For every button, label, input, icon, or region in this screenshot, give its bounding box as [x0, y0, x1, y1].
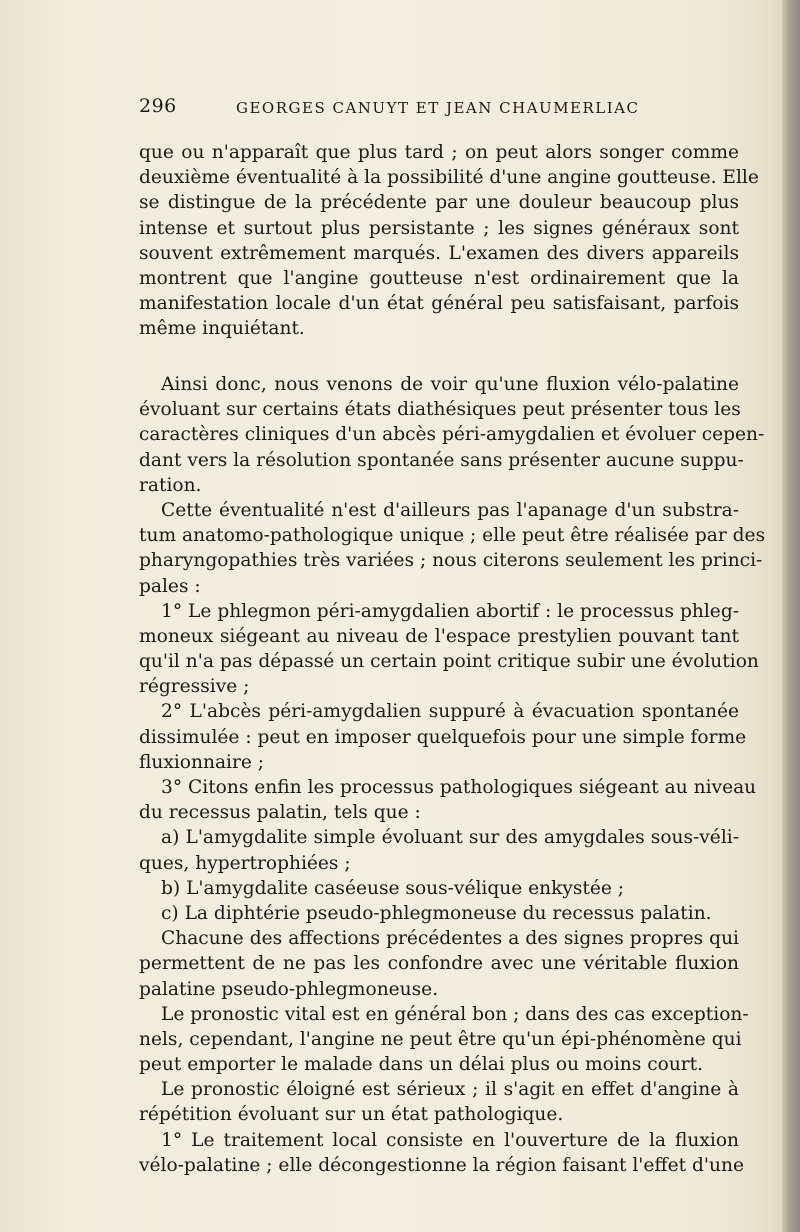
text-line: ques, hypertrophiées ;	[139, 852, 351, 874]
text-line: Le pronostic vital est en général bon ; dans des cas exception-	[161, 1003, 749, 1025]
text-line: Ainsi donc, nous venons de voir qu'une fluxion vélo-palatine	[161, 374, 739, 395]
text-line: pharyngopathies très variées ; nous citerons seulement les princi-	[139, 550, 763, 572]
list-item-line: 2° L'abcès péri-amygdalien suppuré à évacuation spontanée	[161, 701, 739, 723]
text-line: dant vers la résolution spontanée sans présenter aucune suppu-	[139, 449, 744, 471]
text-line: Le pronostic éloigné est sérieux ; il s'agit en effet d'angine à	[161, 1079, 739, 1101]
text-line: souvent extrêmement marqués. L'examen des divers appareils	[139, 242, 739, 264]
text-line: même inquiétant.	[139, 318, 305, 340]
text-line: pales :	[139, 575, 201, 597]
sub-item-line: c) La diphtérie pseudo-phlegmoneuse du recessus palatin.	[161, 902, 712, 924]
running-title: GEORGES CANUYT ET JEAN CHAUMERLIAC	[236, 99, 640, 117]
text-line: régressive ;	[139, 676, 250, 698]
sub-item-line: b) L'amygdalite caséeuse sous-vélique enkystée ;	[161, 877, 625, 899]
text-line: que ou n'apparaît que plus tard ; on peut alors songer comme	[139, 142, 739, 163]
text-line: manifestation locale d'un état général peu satisfaisant, parfois	[139, 293, 739, 315]
text-line: vélo-palatine ; elle décongestionne la région faisant l'effet d'une	[139, 1154, 744, 1176]
text-line: permettent de ne pas les confondre avec une véritable fluxion	[139, 953, 739, 975]
text-line: répétition évoluant sur un état pathologique.	[139, 1104, 564, 1126]
page-header	[139, 95, 739, 123]
list-item-line: 3° Citons enfin les processus pathologiques siégeant au niveau	[161, 777, 757, 798]
text-line: Cette éventualité n'est d'ailleurs pas l'apanage d'un substra-	[161, 499, 739, 521]
list-item-line: 1° Le traitement local consiste en l'ouverture de la fluxion	[161, 1129, 739, 1151]
text-line: montrent que l'angine goutteuse n'est ordinairement que la	[139, 267, 739, 289]
text-line: évoluant sur certains états diathésiques peut présenter tous les	[139, 399, 741, 421]
text-line: tum anatomo-pathologique unique ; elle peut être réalisée par des	[139, 525, 766, 547]
text-line: palatine pseudo-phlegmoneuse.	[139, 978, 439, 1000]
text-line: qu'il n'a pas dépassé un certain point critique subir une évolution	[139, 651, 759, 673]
text-line: Chacune des affections précédentes a des signes propres qui	[161, 928, 739, 950]
list-item-line: 1° Le phlegmon péri-amygdalien abortif : le processus phleg-	[161, 600, 739, 622]
text-line: nels, cependant, l'angine ne peut être qu'un épi-phénomène qui	[139, 1028, 742, 1050]
page-number: 296	[139, 95, 177, 117]
text-line: ration.	[139, 474, 202, 496]
text-line: intense et surtout plus persistante ; les signes généraux sont	[139, 217, 739, 239]
paragraph-2	[139, 372, 766, 1178]
page-edge-shadow	[782, 0, 800, 1232]
text-line: fluxionnaire ;	[139, 751, 265, 773]
text-line: deuxième éventualité à la possibilité d'une angine goutteuse. Elle	[139, 167, 759, 189]
text-line: dissimulée : peut en imposer quelquefois pour une simple forme	[139, 726, 747, 748]
paragraph-1	[139, 140, 759, 342]
text-line: peut emporter le malade dans un délai plus ou moins court.	[139, 1054, 704, 1076]
text-line: se distingue de la précédente par une douleur beaucoup plus	[139, 192, 739, 214]
sub-item-line: a) L'amygdalite simple évoluant sur des amygdales sous-véli-	[161, 827, 739, 849]
text-line: du recessus palatin, tels que :	[139, 802, 421, 824]
text-line: caractères cliniques d'un abcès péri-amygdalien et évoluer cepen-	[139, 424, 765, 446]
text-line: moneux siégeant au niveau de l'espace prestylien pouvant tant	[139, 625, 739, 647]
